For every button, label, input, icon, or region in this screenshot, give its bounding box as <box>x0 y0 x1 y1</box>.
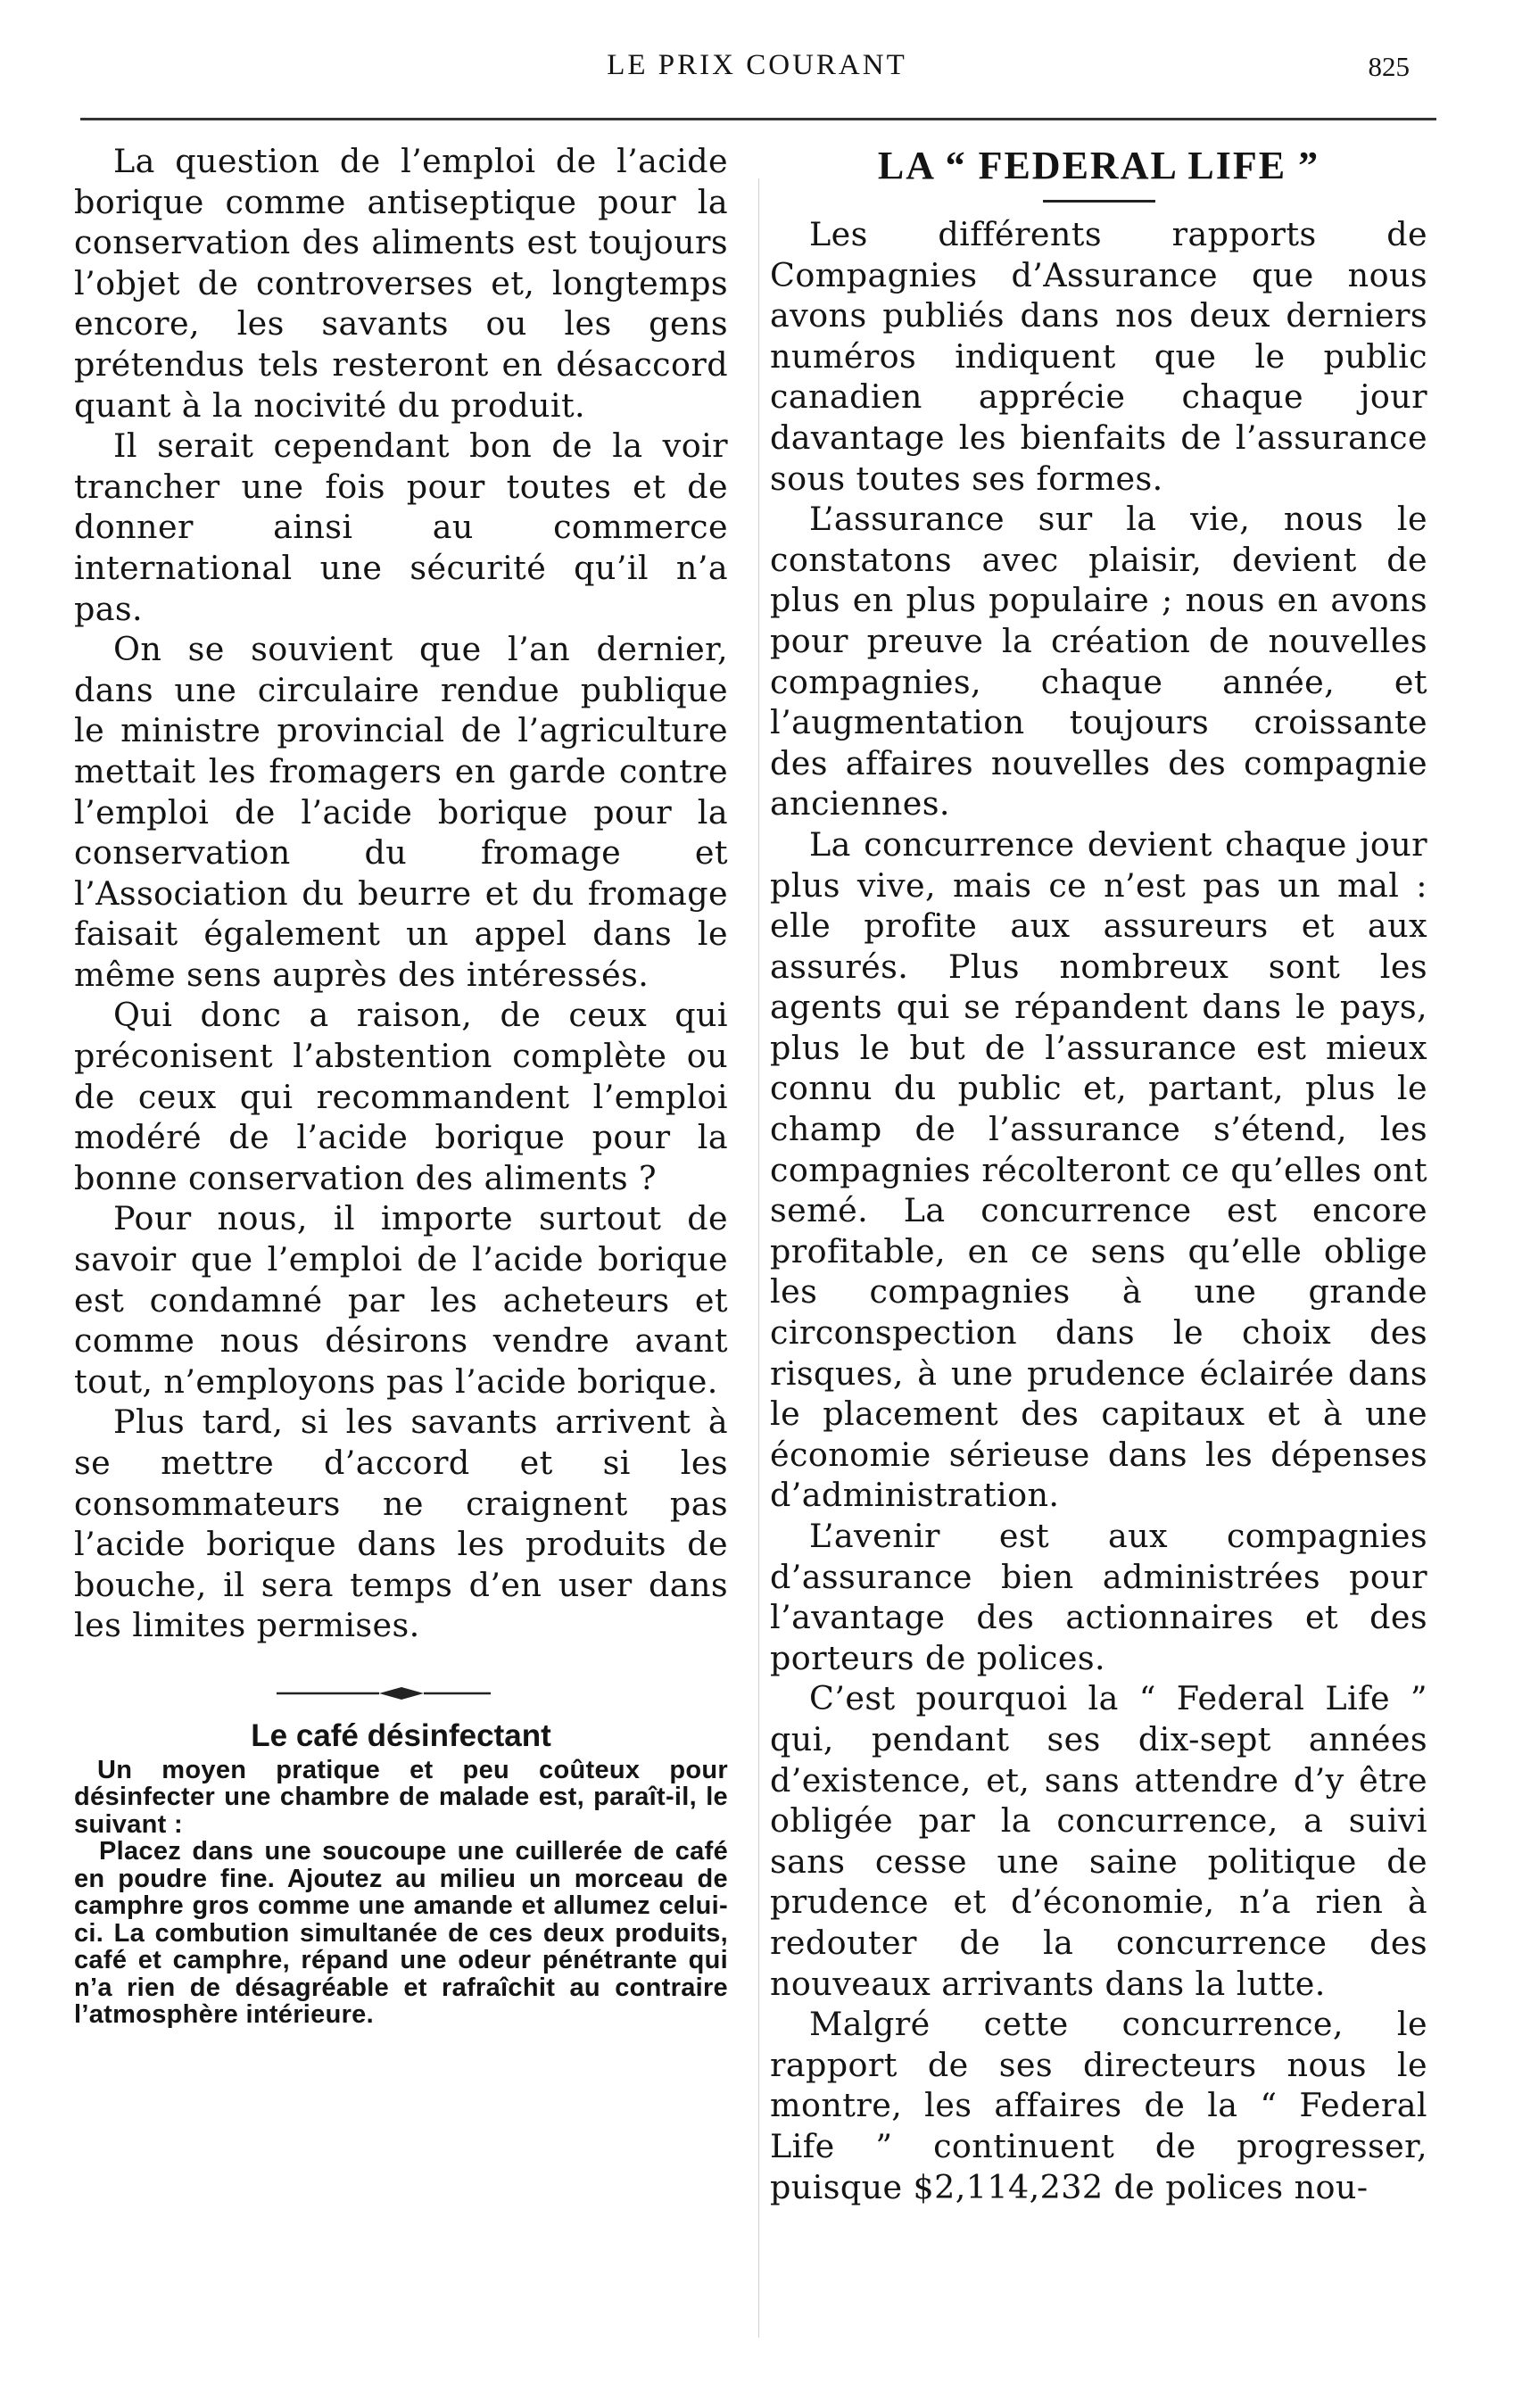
cafe-paragraph-2: Placez dans une soucoupe une cuillerée de café en poudre fine. Ajoutez au milieu un morceau de camphre gros comme une amande et allumez celui-ci. La combution simultanée de ces deux produits, café et camphre, répand une odeur pénétrante qui n’a rien de désagréable et rafraîchit au contraire l’atmosphère intérieure. <box>74 1837 728 2030</box>
right-column <box>770 141 1427 2207</box>
left-paragraph-2: Il serait cependant bon de la voir trancher une fois pour toutes et de donner ainsi au commerce international une sécurité qu’il n’a pas. <box>74 426 728 628</box>
right-paragraph-2: L’assurance sur la vie, nous le constatons avec plaisir, devient de plus en plus populaire ; nous en avons pour preuve la création de nouvelles compagnies, chaque année, et l’augmentation toujours croissante des affaires nouvelles des compagnie anciennes. <box>770 500 1427 823</box>
title-rule <box>1043 200 1155 203</box>
left-paragraph-5: Pour nous, il importe surtout de savoir que l’emploi de l’acide borique est condamné par les acheteurs et comme nous désirons vendre avant tout, n’employons pas l’acide borique. <box>74 1199 728 1401</box>
header-rule <box>80 118 1436 120</box>
right-paragraph-4: L’avenir est aux compagnies d’assurance bien administrées pour l’avantage des actionnaires et des porteurs de polices. <box>770 1517 1427 1677</box>
left-paragraph-4: Qui donc a raison, de ceux qui préconisent l’abstention complète ou de ceux qui recommandent l’emploi modéré de l’acide borique pour la bonne conservation des aliments ? <box>74 996 728 1197</box>
right-paragraph-6: Malgré cette concurrence, le rapport de ses directeurs nous le montre, les affaires de la “ Federal Life ” continuent de progresser, puisque $2,114,232 de polices nou- <box>770 2005 1427 2206</box>
federal-life-title: LA “ FEDERAL LIFE ” <box>877 144 1320 187</box>
left-column <box>74 141 728 2029</box>
section-ornament <box>268 1685 535 1701</box>
left-paragraph-1: La question de l’emploi de l’acide borique comme antiseptique pour la conservation des aliments est toujours l’objet de controverses et, longtemps encore, les savants ou les gens prétendus tels resteront en désaccord quant à la nocivité du produit. <box>74 142 728 425</box>
right-paragraph-3: La concurrence devient chaque jour plus vive, mais ce n’est pas un mal : elle profite aux assureurs et aux assurés. Plus nombreux sont les agents qui se répandent dans le pays, plus le but de l’assurance est mieux connu du public et, partant, plus le champ de l’assurance s’étend, les compagnies récolteront ce qu’elles ont semé. La concurrence est encore profitable, en ce sens qu’elle oblige les compagnies à une grande circonspection dans le choix des risques, à une prudence éclairée dans le placement des capitaux et à une économie sérieuse dans les dépenses d’administration. <box>770 824 1427 1515</box>
column-divider <box>758 178 759 2338</box>
cafe-paragraph-1: Un moyen pratique et peu coûteux pour désinfecter une chambre de malade est, paraît-il, le suivant : <box>74 1755 728 1839</box>
right-paragraph-5: C’est pourquoi la “ Federal Life ” qui, pendant ses dix-sept années d’existence, et, sans attendre d’y être obligée par la concurrence, a suivi sans cesse une saine politique de prudence et d’économie, n’a rien à redouter de la concurrence des nouveaux arrivants dans la lutte. <box>770 1679 1427 2003</box>
page-number: 825 <box>1368 51 1410 82</box>
left-paragraph-6: Plus tard, si les savants arrivent à se mettre d’accord et si les consommateurs ne craignent pas l’acide borique dans les produits de bouche, il sera temps d’en user dans les limites permises. <box>74 1403 728 1645</box>
left-paragraph-3: On se souvient que l’an dernier, dans une circulaire rendue publique le ministre provincial de l’agriculture mettait les fromagers en garde contre l’emploi de l’acide borique pour la conservation du fromage et l’Association du beurre et du fromage faisait également un appel dans le même sens auprès des intéressés. <box>74 630 728 994</box>
cafe-article-title: Le café désinfectant <box>251 1717 551 1753</box>
running-title: LE PRIX COURANT <box>607 49 907 81</box>
right-paragraph-1: Les différents rapports de Compagnies d’Assurance que nous avons publiés dans nos deux derniers numéros indiquent que le public canadien apprécie chaque jour davantage les bienfaits de l’assurance sous toutes ses formes. <box>770 215 1427 498</box>
